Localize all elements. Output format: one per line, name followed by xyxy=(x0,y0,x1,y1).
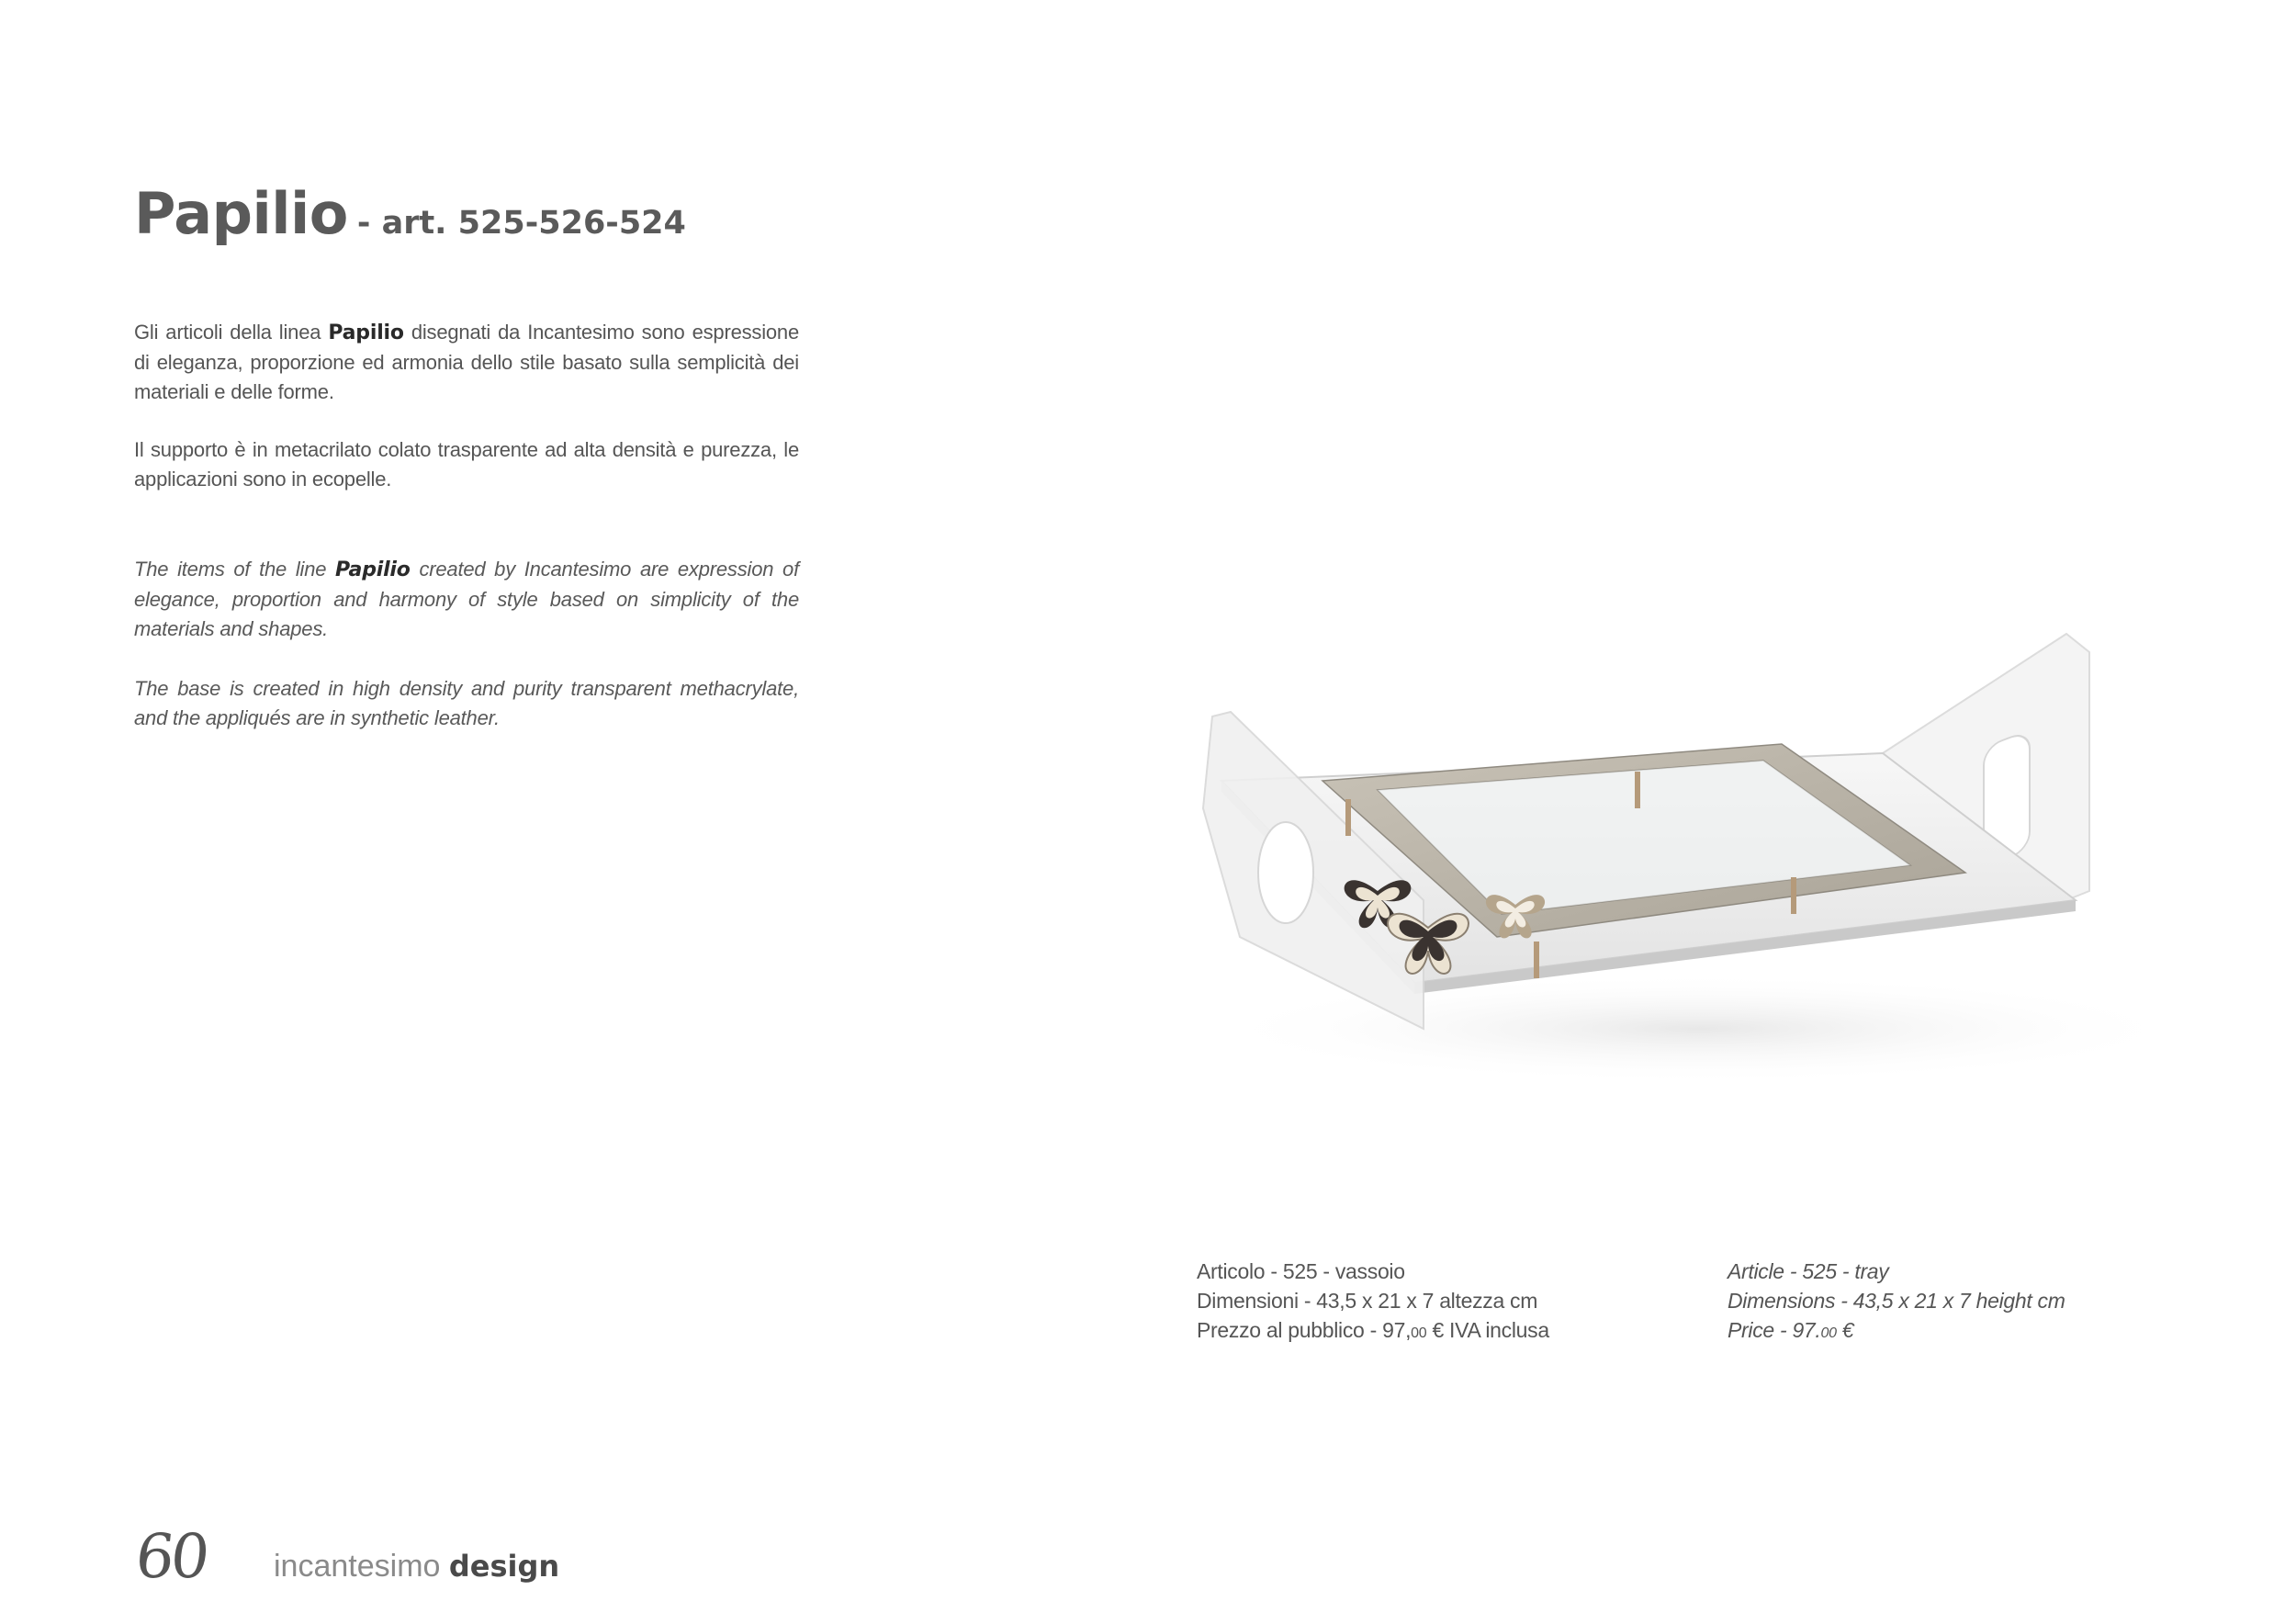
spec-dimensions-it: Dimensioni - 43,5 x 21 x 7 altezza cm xyxy=(1197,1289,1538,1313)
brand-footer xyxy=(274,1549,559,1585)
english-product-name: Papilio xyxy=(335,558,411,581)
tray-product-image xyxy=(1185,625,2204,1102)
spec-article-en: Article - 525 - tray xyxy=(1728,1259,1889,1283)
price-it-cents: 00 xyxy=(1411,1325,1427,1341)
price-it-main: Prezzo al pubblico - 97, xyxy=(1197,1318,1412,1342)
specs-english xyxy=(1728,1257,2065,1348)
english-description-start: The items of the line xyxy=(134,558,336,581)
product-name: Papilio xyxy=(134,180,348,247)
price-en-main: Price - 97. xyxy=(1728,1318,1821,1342)
tray-post xyxy=(1345,799,1351,836)
page-title xyxy=(134,180,686,247)
spec-article-it: Articolo - 525 - vassoio xyxy=(1197,1259,1405,1283)
italian-description-end: disegnati da Incantesimo sono espressione di eleganza, proporzione ed armonia dello stile basato sulla semplicità dei materiali e delle forme. xyxy=(134,321,799,403)
english-materials: The base is created in high density and purity transparent methacrylate, and the appliqués are in synthetic leather. xyxy=(134,677,799,729)
tray-post xyxy=(1635,772,1640,808)
spec-price-it xyxy=(1197,1315,1549,1348)
italian-description xyxy=(134,318,799,407)
italian-materials: Il supporto è in metacrilato colato trasparente ad alta densità e purezza, le applicazioni sono in ecopelle. xyxy=(134,438,799,491)
tray-post xyxy=(1791,877,1796,914)
tray-post xyxy=(1534,942,1539,978)
spec-dimensions-en: Dimensions - 43,5 x 21 x 7 height cm xyxy=(1728,1289,2065,1313)
italian-description-start: Gli articoli della linea xyxy=(134,321,329,344)
price-it-suffix: € IVA inclusa xyxy=(1426,1318,1549,1342)
brand-name: incantesimo xyxy=(274,1549,441,1584)
price-en-cents: 00 xyxy=(1820,1325,1837,1341)
article-numbers: - art. 525-526-524 xyxy=(356,205,686,242)
english-description xyxy=(134,555,799,644)
brand-design: design xyxy=(448,1549,560,1584)
spec-price-en xyxy=(1728,1315,2065,1348)
page-number: 60 xyxy=(131,1521,210,1592)
english-description-end: created by Incantesimo are expression of elegance, proportion and harmony of style based on simplicity of the materials and shapes. xyxy=(134,558,799,640)
front-handle-slot xyxy=(1258,822,1313,923)
price-en-suffix: € xyxy=(1836,1318,1854,1342)
italian-product-name: Papilio xyxy=(328,321,404,344)
specs-italian xyxy=(1197,1257,1549,1348)
